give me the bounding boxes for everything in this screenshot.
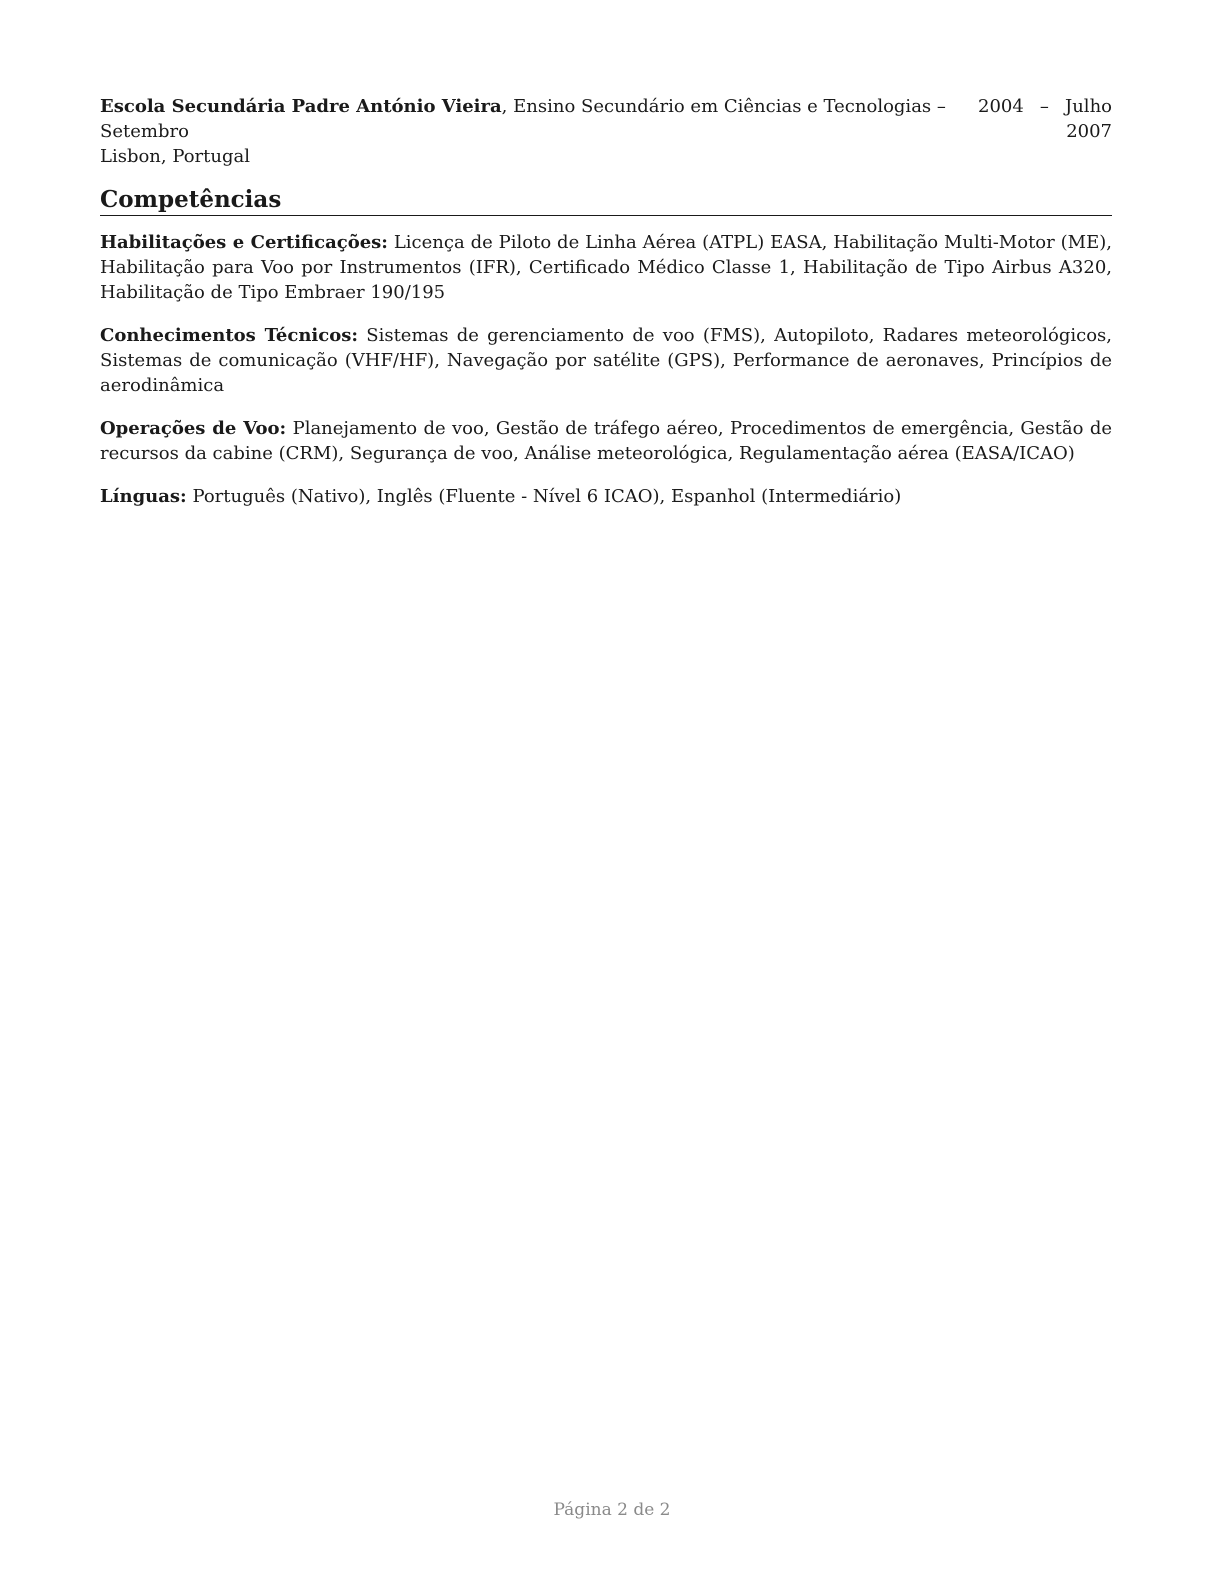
skill-label: Habilitações e Certificações: xyxy=(100,232,388,253)
skill-item-linguas xyxy=(100,484,1112,509)
education-school: Escola Secundária Padre António Vieira xyxy=(100,96,502,117)
skill-text: Planejamento de voo, Gestão de tráfego aéreo, Procedimentos de emergência, Gestão de recursos da cabine (CRM), Segurança de voo, Análise meteorológica, Regulamentação aérea (EASA/ICAO) xyxy=(100,418,1112,464)
skill-item-conhecimentos xyxy=(100,323,1112,398)
skill-item-operacoes xyxy=(100,416,1112,466)
education-dates: 2004 – Julho 2007 xyxy=(978,96,1112,142)
skill-item-habilitacoes xyxy=(100,230,1112,305)
page-footer: Página 2 de 2 xyxy=(553,1500,671,1520)
skill-label: Línguas: xyxy=(100,486,187,507)
skills-list xyxy=(100,230,1112,509)
education-separator: , xyxy=(501,96,514,117)
resume-page xyxy=(100,94,1112,517)
education-line xyxy=(100,94,968,144)
skill-label: Conhecimentos Técnicos: xyxy=(100,325,358,346)
education-entry xyxy=(100,94,1112,169)
skill-text: Sistemas de gerenciamento de voo (FMS), Autopiloto, Radares meteorológicos, Sistemas de comunicação (VHF/HF), Navegação por satélite (GPS), Performance de aeronaves, Princípios de aerodinâmica xyxy=(100,325,1112,396)
skill-text: Licença de Piloto de Linha Aérea (ATPL) EASA, Habilitação Multi-Motor (ME), Habilitação para Voo por Instrumentos (IFR), Certificado Médico Classe 1, Habilitação de Tipo Airbus A320, Habilitação de Tipo Embraer 190/195 xyxy=(100,232,1112,303)
skill-text: Português (Nativo), Inglês (Fluente - Nível 6 ICAO), Espanhol (Intermediário) xyxy=(192,486,902,507)
education-degree: Ensino Secundário em Ciências e Tecnologias – Setembro xyxy=(100,96,946,142)
section-title-competencias: Competências xyxy=(100,186,1112,216)
education-details xyxy=(100,94,968,169)
skill-label: Operações de Voo: xyxy=(100,418,287,439)
education-location: Lisbon, Portugal xyxy=(100,146,251,167)
